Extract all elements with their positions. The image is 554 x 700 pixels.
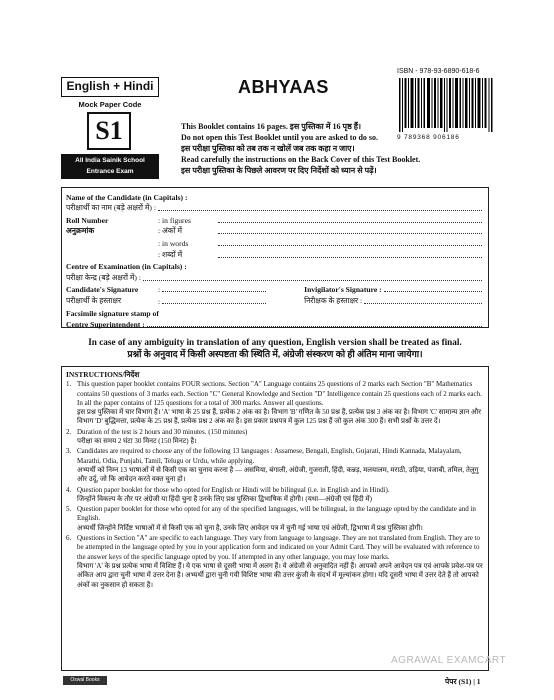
instruction-text-hi: अभ्यर्थी जिन्होंने निर्दिष्ट भाषाओं में से किसी एक को चुना है, उनके लिए आवेदन पत्र में चुनी गई भाषा एवं अंग्रेजी, द्विभाषा में प्रश्न पुस्तिका होगी। — [77, 523, 423, 532]
paper-code: S1 — [87, 112, 131, 150]
digits-label-hi: : अंकों में — [158, 226, 183, 236]
ambiguity-notice-en: In case of any ambiguity in translation of any question, English version shall be treated as final. — [88, 337, 462, 347]
instructions-box — [61, 366, 489, 671]
candidate-signature-label-hi: परीक्षार्थी के हस्ताक्षर — [66, 295, 122, 305]
invigilator-signature-field-hi[interactable] — [364, 303, 482, 304]
candidate-signature-label: Candidate's Signature — [66, 285, 139, 295]
instruction-item: 5. Question paper booklet for those who opted for any of the specified languages, will be bilingual, in the language opted by the candidate and in English. — [66, 505, 484, 524]
roll-label-hi: अनुक्रमांक — [66, 226, 95, 236]
roll-number-label: Roll Number — [66, 215, 109, 225]
name-field[interactable] — [158, 210, 482, 211]
candidate-signature-field[interactable] — [162, 291, 266, 292]
facsimile-row — [66, 306, 484, 318]
exam-name-line2: Entrance Exam — [86, 168, 134, 175]
instruction-text: Question paper booklet for those who opted for English or Hindi will be bilingual (i.e. in English and in Hindi). — [77, 485, 390, 494]
roll-words-row — [66, 236, 484, 248]
signature-row-hi: परीक्षार्थी के हस्ताक्षर : निरीक्षक के हस्ताक्षर : — [66, 294, 484, 306]
invigilator-signature-label-hi: निरीक्षक के हस्ताक्षर : — [304, 295, 363, 305]
name-row-hi — [66, 202, 484, 214]
roll-words-row-hi — [66, 248, 484, 260]
ambiguity-notice-hi: प्रश्नों के अनुवाद में किसी अस्पष्टता की स्थिति में, अंग्रेजी संस्करण को ही अंतिम माना जायेगा। — [127, 349, 423, 359]
instruction-item: 1. This question paper booklet contains FOUR sections. Section "A" Language contains 25 questions of 2 marks each Section "B" Mathematics contains 50 questions of 3 marks each. Section "C" General Knowledge and Section "D" Intelligence contain 25 questions each of 2 marks each. In all the paper contains of 125 questions for a total of 300 marks. Answer all questions. — [66, 380, 484, 408]
instruction-text-hi: जिन्होंने विकल्प के तौर पर अंग्रेजी या हिंदी चुना है उनके लिए प्रश्न पुस्तिका द्विभाषिक में होगी। (यथा—अंग्रेजी एवं हिंदी में) — [77, 494, 372, 503]
instruction-item: 2. Duration of the test is 2 hours and 30 minutes. (150 minutes) — [66, 428, 484, 437]
instructions-heading: INSTRUCTIONS/निर्देश — [66, 370, 140, 379]
centre-field[interactable] — [143, 280, 482, 281]
signature-row: Candidate's Signature : Invigilator's Signature : — [66, 283, 484, 295]
mock-paper-code-label: Mock Paper Code — [78, 100, 142, 109]
instruction-text-hi: परीक्षा का समय 2 घंटा 30 मिनट (150 मिनट) है। — [77, 437, 197, 446]
instruction-item: 4. Question paper booklet for those who opted for English or Hindi will be bilingual (i.e. in English and in Hindi). — [66, 486, 484, 495]
instruction-text: Question paper booklet for those who opted for any of the specified languages, will be bilingual, in the language opted by the candidate and in English. — [77, 505, 476, 523]
instruction-text-hi: अभ्यर्थी को निम्न 13 भाषाओं में से किसी एक का चुनाव करना है — असमिया, बंगाली, अंग्रेजी, गुजराती, हिंदी, कन्नड़, मलयालम, मराठी, उड़िया, पंजाबी, तमिल, तेलुगु और उर्दू, जो कि आवेदन करते वक्त चुना हो। — [77, 465, 479, 484]
instruction-text: Questions in Section "A" are specific to each language. They vary from language to language. They are not translated from English. They are to be attempted in the language opted by you in your application form and indicated on your Admit Card. They will be evaluated with reference to the answer keys of the specific language opted by you. If attempted in any other language, you may lose marks. — [77, 534, 481, 561]
invigilator-signature-label: Invigilator's Signature : — [304, 285, 382, 295]
instruction-item: 6. Questions in Section "A" are specific to each language. They vary from language to language. They are not translated from English. They are to be attempted in the language opted by you in your application form and indicated on your Admit Card. They will be evaluated with reference to the answer keys of the specific language opted by you. If attempted in any other language, you may lose marks. — [66, 534, 484, 562]
ambiguity-notice — [61, 336, 489, 360]
name-row — [66, 190, 484, 202]
page-reference: पेपर (S1) | 1 — [445, 677, 481, 686]
roll-figures-row — [66, 213, 484, 225]
invigilator-signature-field[interactable] — [384, 291, 482, 292]
language-label: English + Hindi — [61, 77, 159, 97]
centre-row-hi — [66, 271, 484, 283]
candidate-details-box — [61, 187, 489, 328]
instruction-text: This question paper booklet contains FOUR sections. Section "A" Language contains 25 questions of 2 marks each Section "B" Mathematics contains 50 questions of 3 marks each. Section "C" General Knowledge and Section "D" Intelligence contain 25 questions each of 2 marks each. In all the paper contains of 125 questions for a total of 300 marks. Answer all questions. — [77, 380, 482, 407]
facsimile-label-line2: Centre Superintendent : — [66, 320, 145, 330]
isbn-text: ISBN - 978-93-6890-618-6 — [397, 68, 480, 75]
words-label-hi: : शब्दों में — [158, 249, 183, 259]
in-figures-label: : in figures — [158, 215, 191, 225]
centre-label: Centre of Examination (in Capitals) : — [66, 262, 187, 272]
exam-name-badge — [61, 154, 159, 179]
superintendent-stamp-field[interactable] — [147, 326, 482, 327]
exam-name-line1: All India Sainik School — [75, 157, 145, 164]
candidate-signature-field-hi[interactable] — [162, 303, 266, 304]
in-words-label: : in words — [158, 238, 189, 248]
intro-pages: This Booklet contains 16 pages. इस पुस्तिका में 16 पृष्ठ हैं। — [181, 122, 362, 131]
roll-digits-field-hi[interactable] — [218, 233, 482, 234]
intro-do-not-open: Do not open this Test Booklet until you are asked to do so. — [181, 133, 378, 142]
roll-figures-field[interactable] — [218, 222, 482, 223]
facsimile-label-line1: Facsimile signature stamp of — [66, 308, 159, 318]
instruction-text: Candidates are required to choose any of the following 13 languages : Assamese, Bengali, English, Gujarati, Hindi Kannada, Malayalam, Marathi, Odia, Punjabi, Tamil, Telugu or Urdu, while applying. — [77, 447, 462, 465]
watermark-text: AGRAWAL EXAMCART — [391, 655, 507, 666]
instruction-item: 3. Candidates are required to choose any of the following 13 languages : Assamese, Bengali, English, Gujarati, Hindi Kannada, Malayalam, Marathi, Odia, Punjabi, Tamil, Telugu or Urdu, while applying. — [66, 447, 484, 466]
booklet-intro — [181, 121, 481, 176]
booklet-title: ABHYAAS — [238, 77, 329, 97]
intro-read-instructions: Read carefully the instructions on the Back Cover of this Test Booklet. — [181, 155, 421, 164]
name-label-hi: परीक्षार्थी का नाम (बड़े अक्षरों में) : — [66, 203, 156, 213]
instruction-text-hi: इस प्रश्न पुस्तिका में चार विभाग हैं। 'A' भाषा के 25 प्रश्न हैं, प्रत्येक 2 अंक का है। विभाग 'B' गणित के 50 प्रश्न हैं, प्रत्येक प्रश्न 3 अंक का है। विभाग 'C' सामान्य ज्ञान और विभाग 'D' बुद्धिमत्ता, प्रत्येक के 25 प्रश्न हैं, प्रत्येक प्रश्न 2 अंक का है। इस प्रकार प्रश्नपत्र में कुल 125 प्रश्न हैं जो कुल अंक 300 हैं। सभी प्रश्नों के उत्तर दें। — [77, 408, 482, 426]
intro-do-not-open-hi: इस परीक्षा पुस्तिका को तब तक न खोलें जब तक कहा न जाए। — [181, 144, 355, 153]
instruction-text-hi: विभाग 'A' के प्रश्न प्रत्येक भाषा में विशिष्ट हैं। ये एक भाषा से दूसरी भाषा में अलग हैं। ये अंग्रेजी से अनुवादित नहीं हैं। आपको अपने आवेदन पत्र एवं आपके प्रवेश-पत्र पर अंकित आप द्वारा चुनी भाषा में उत्तर देना है। अभ्यर्थी द्वारा चुनी गयी विशिष्ट भाषा की उत्तर कुंजी के संदर्भ में मूल्यांकन होगा। यदि दूसरी भाषा में उत्तर देते हैं तो आपको अंकों का नुकसान हो सकता है। — [77, 561, 483, 589]
intro-read-instructions-hi: इस परीक्षा पुस्तिका के पिछले आवरण पर दिए निर्देशों को ध्यान से पढ़ें। — [181, 166, 377, 175]
barcode-number: 9 789368 906186 — [397, 134, 460, 141]
roll-digits-row-hi — [66, 225, 484, 237]
roll-words-field[interactable] — [218, 245, 482, 246]
instruction-text: Duration of the test is 2 hours and 30 minutes. (150 minutes) — [77, 427, 248, 436]
publisher-logo: Oswal Books — [63, 676, 107, 685]
centre-label-hi: परीक्षा केन्द्र (बड़े अक्षरों में) : — [66, 272, 141, 282]
roll-words-field-hi[interactable] — [218, 257, 482, 258]
centre-row — [66, 260, 484, 272]
name-label: Name of the Candidate (in Capitals) : — [66, 192, 188, 202]
superintendent-row — [66, 318, 484, 330]
